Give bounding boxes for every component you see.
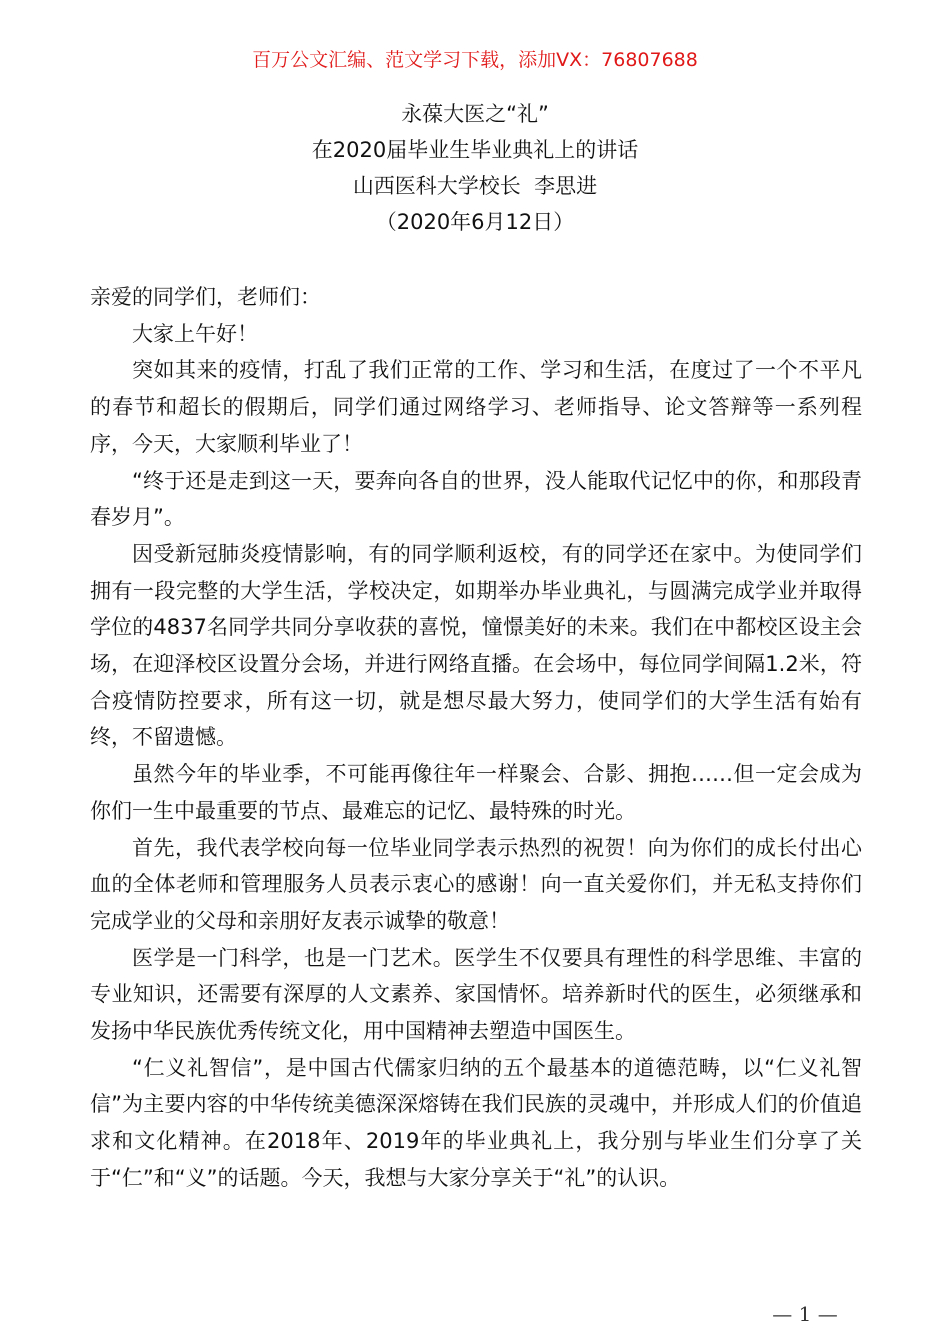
paragraph: “仁义礼智信”，是中国古代儒家归纳的五个最基本的道德范畴，以“仁义礼智信”为主要内容的中华传统美德深深熔铸在我们民族的灵魂中，并形成人们的价值追求和文化精神。在2018年、2019年的毕业典礼上，我分别与毕业生们分享了关于“仁”和“义”的话题。今天，我想与大家分享关于“礼”的认识。: [90, 1055, 862, 1190]
speech-date: （2020年6月12日）: [375, 210, 575, 234]
speech-header: [0, 96, 950, 240]
promo-banner: 百万公文汇编、范文学习下载，添加VX：76807688: [252, 49, 698, 71]
speaker-line: 山西医科大学校长 李思进: [352, 174, 598, 198]
paragraph: “终于还是走到这一天，要奔向各自的世界，没人能取代记忆中的你，和那段青春岁月”。: [90, 468, 862, 530]
paragraph: 因受新冠肺炎疫情影响，有的同学顺利返校，有的同学还在家中。为使同学们拥有一段完整的大学生活，学校决定，如期举办毕业典礼，与圆满完成学业并取得学位的4837名同学共同分享收获的喜悦，憧憬美好的未来。我们在中都校区设主会场，在迎泽校区设置分会场，并进行网络直播。在会场中，每位同学间隔1.2米，符合疫情防控要求，所有这一切，就是想尽最大努力，使同学们的大学生活有始有终，不留遗憾。: [90, 541, 862, 750]
page-number: — 1 —: [772, 1302, 838, 1326]
speech-title: 永葆大医之“礼”: [401, 102, 549, 126]
paragraph: 虽然今年的毕业季，不可能再像往年一样聚会、合影、拥抱……但一定会成为你们一生中最重要的节点、最难忘的记忆、最特殊的时光。: [90, 762, 862, 823]
paragraph: 突如其来的疫情，打乱了我们正常的工作、学习和生活，在度过了一个不平凡的春节和超长的假期后，同学们通过网络学习、老师指导、论文答辩等一系列程序，今天，大家顺利毕业了！: [90, 358, 862, 456]
paragraph: 医学是一门科学，也是一门艺术。医学生不仅要具有理性的科学思维、丰富的专业知识，还需要有深厚的人文素养、家国情怀。培养新时代的医生，必须继承和发扬中华民族优秀传统文化，用中国精神去塑造中国医生。: [90, 945, 862, 1044]
salutation: 亲爱的同学们，老师们：: [90, 285, 321, 309]
speech-subtitle: 在2020届毕业生毕业典礼上的讲话: [311, 138, 639, 162]
speech-body: [90, 279, 862, 1197]
paragraph: 首先，我代表学校向每一位毕业同学表示热烈的祝贺！向为你们的成长付出心血的全体老师和管理服务人员表示衷心的感谢！向一直关爱你们，并无私支持你们完成学业的父母和亲朋好友表示诚挚的敬意！: [90, 835, 862, 933]
paragraph-greeting: 大家上午好！: [132, 321, 258, 346]
